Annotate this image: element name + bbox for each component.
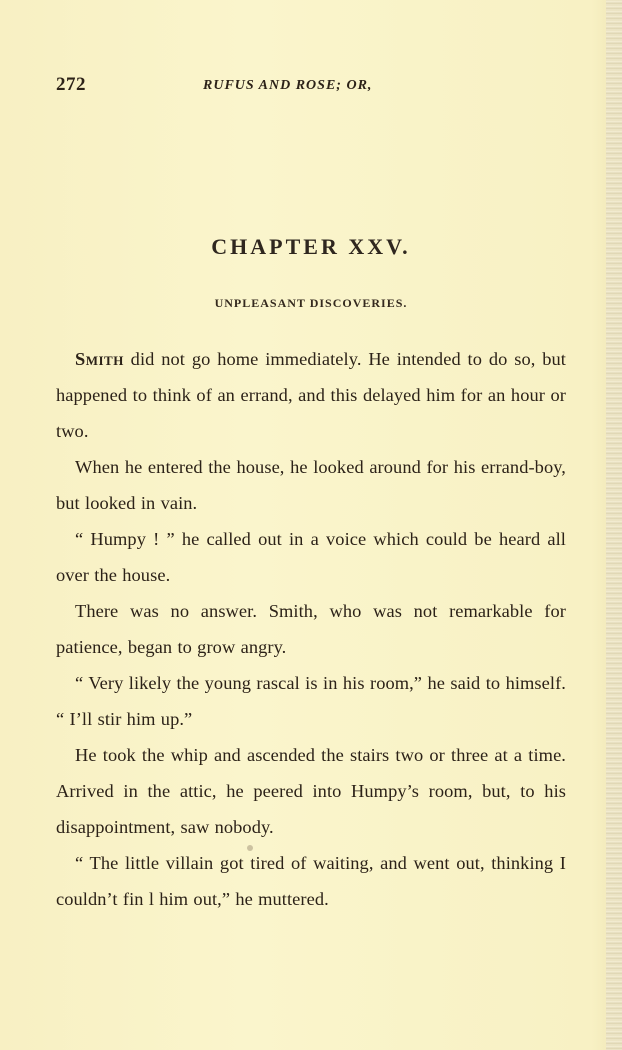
page-number: 272 (56, 74, 86, 95)
paragraph-3: “ Humpy ! ” he called out in a voice which could be heard all over the house. (56, 529, 566, 585)
paragraph-4: There was no answer. Smith, who was not remarkable for patience, began to grow angry. (56, 601, 566, 657)
chapter-opening-word: Smith (75, 349, 124, 369)
page-edge (606, 0, 622, 1050)
paragraph-1 (56, 341, 566, 449)
running-head (56, 74, 496, 98)
chapter-title: CHAPTER XXV. (211, 234, 411, 259)
ink-speck (247, 845, 253, 851)
chapter-subtitle: UNPLEASANT DISCOVERIES. (214, 296, 408, 310)
running-title: RUFUS AND ROSE; OR, (203, 78, 373, 93)
paragraph-7: “ The little villain got tired of waiting, and went out, thinking I couldn’t fin l him out,” he muttered. (56, 853, 566, 909)
paragraph-6: He took the whip and ascended the stairs two or three at a time. Arrived in the attic, he peered into Humpy’s room, but, to his disappointment, saw nobody. (56, 745, 566, 837)
paragraph-2: When he entered the house, he looked around for his errand-boy, but looked in vain. (56, 457, 566, 513)
paragraph-5: “ Very likely the young rascal is in his room,” he said to himself. “ I’ll stir him up.” (56, 673, 566, 729)
paragraph-1-text: did not go home immediately. He intended to do so, but happened to think of an errand, and this delayed him for an hour or two. (56, 349, 566, 441)
chapter-text (56, 341, 566, 917)
